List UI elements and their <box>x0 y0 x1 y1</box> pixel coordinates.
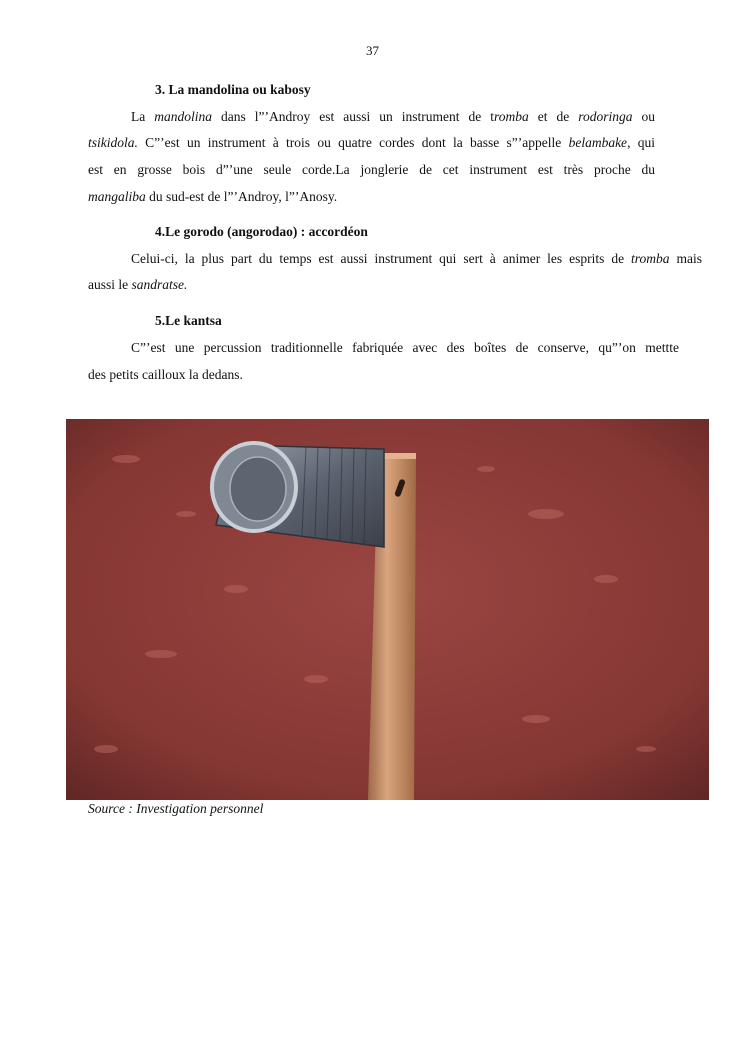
handle-top <box>382 453 416 459</box>
page-number: 37 <box>366 43 379 58</box>
paragraph-line <box>88 134 655 152</box>
text-run: et de <box>528 109 579 124</box>
text-run: Celui-ci, la plus part du temps est aussi instrument qui sert à animer les esprits de <box>131 251 632 266</box>
paragraph-line <box>131 108 655 126</box>
paragraph-line <box>88 276 655 294</box>
text-run: , qui <box>627 135 655 150</box>
section-heading-gorodo: 4.Le gorodo (angorodao) : accordéon <box>155 224 368 239</box>
text-run: rodoringa <box>578 109 633 124</box>
kantsa-photo-icon <box>66 419 709 800</box>
paragraph-line <box>131 250 702 268</box>
paragraph-line <box>88 188 655 206</box>
text-run: ou <box>632 109 655 124</box>
text-run: C”’est un instrument à trois ou quatre cordes dont la basse s”’appelle <box>137 135 569 150</box>
text-run: romba <box>493 109 529 124</box>
kantsa-photo <box>66 419 709 800</box>
text-run: du sud-est de l”’Androy, l”’Anosy. <box>145 189 338 204</box>
text-run: mangaliba <box>88 189 146 204</box>
section-heading-mandolina: 3. La mandolina ou kabosy <box>155 82 311 97</box>
can-lid-inner <box>230 457 286 521</box>
text-run: La <box>131 109 155 124</box>
paragraph-line: est en grosse bois d”’une seule corde.La jonglerie de cet instrument est très proche du <box>88 162 655 177</box>
text-run: tromba <box>631 251 670 266</box>
paragraph-line: des petits cailloux la dedans. <box>88 367 243 382</box>
text-run: mais <box>669 251 702 266</box>
figure-caption: Source : Investigation personnel <box>88 801 264 816</box>
text-run: aussi le <box>88 277 132 292</box>
paragraph-line: C”’est une percussion traditionnelle fabriquée avec des boîtes de conserve, qu”’on mettte <box>131 340 679 355</box>
text-run: tsikidola. <box>88 135 138 150</box>
text-run: mandolina <box>154 109 213 124</box>
text-run: dans l”’Androy est aussi un instrument de t <box>212 109 494 124</box>
text-run: sandratse. <box>131 277 188 292</box>
text-run: belambake <box>568 135 628 150</box>
section-heading-kantsa: 5.Le kantsa <box>155 313 222 328</box>
